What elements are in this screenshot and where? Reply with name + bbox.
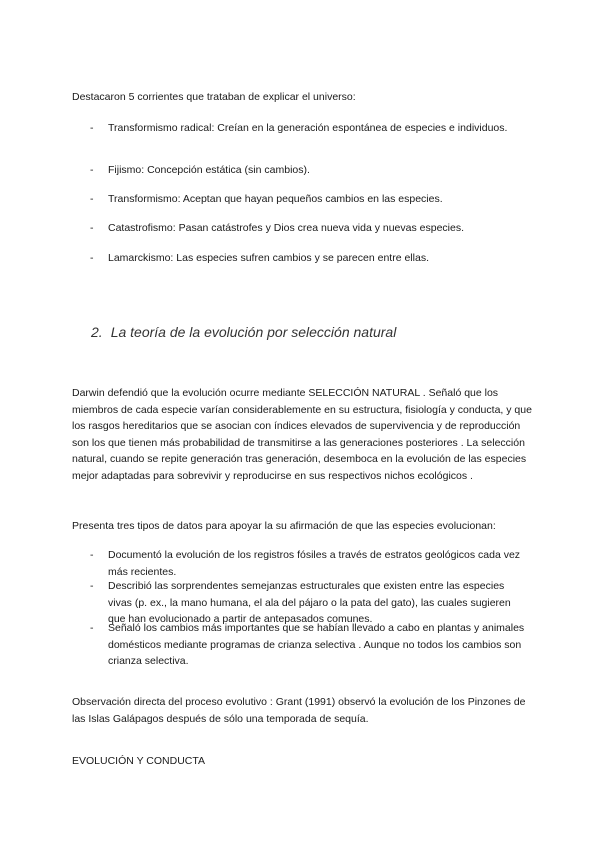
list-item-text: Documentó la evolución de los registros fósiles a través de estratos geológicos cada vez más recientes. — [108, 549, 521, 578]
list-item-text: Transformismo: Aceptan que hayan pequeños cambios en las especies. — [108, 193, 443, 205]
list-item-text: Lamarckismo: Las especies sufren cambios y se parecen entre ellas. — [108, 252, 429, 264]
section-number: 2. — [91, 324, 103, 340]
list-item-evidence-3 — [90, 620, 530, 670]
section-title: La teoría de la evolución por selección natural — [110, 324, 397, 340]
bullet-dash: - — [90, 252, 94, 264]
list-item-current-5 — [90, 250, 530, 267]
list-item-current-3 — [90, 191, 530, 208]
bullet-dash: - — [90, 549, 94, 561]
observation-paragraph: Observación directa del proceso evolutivo : Grant (1991) observó la evolución de los Pinzones de las Islas Galápagos después de sólo una temporada de sequía. — [72, 696, 526, 725]
bullet-dash: - — [90, 164, 94, 176]
list-item-text: Catastrofismo: Pasan catástrofes y Dios crea nueva vida y nuevas especies. — [108, 222, 465, 234]
bullet-dash: - — [90, 122, 94, 134]
section-heading — [91, 322, 396, 342]
list-item-evidence-1 — [90, 547, 530, 580]
list-item-text: Señaló los cambios más importantes que se habían llevado a cabo en plantas y animales domésticos mediante programas de crianza selectiva . Aunque no todos los cambios son crianza selectiva. — [108, 622, 525, 667]
list-item-text: Fijismo: Concepción estática (sin cambios). — [108, 164, 310, 176]
bullet-dash: - — [90, 580, 94, 592]
darwin-paragraph: Darwin defendió que la evolución ocurre mediante SELECCIÓN NATURAL . Señaló que los miembros de cada especie varían considerablemente en su estructura, fisiología y conducta, y que los rasgos hereditarios que se asocian con índices elevados de supervivencia y de reproducción son los que tienen más probabilidad de transmitirse a las generaciones posteriores . La selección natural, cuando se repite generación tras generación, desemboca en la evolución de las especies mejor adaptadas para sobrevivir y reproducirse en sus respectivos nichos ecológicos . — [72, 387, 532, 482]
bullet-dash: - — [90, 193, 94, 205]
list-item-text: Transformismo radical: Creían en la generación espontánea de especies e individuos. — [108, 122, 508, 134]
data-intro-paragraph: Presenta tres tipos de datos para apoyar la su afirmación de que las especies evolucionan: — [72, 520, 496, 532]
next-section-heading: EVOLUCIÓN Y CONDUCTA — [72, 755, 206, 767]
list-item-text: Describió las sorprendentes semejanzas estructurales que existen entre las especies vivas (p. ex., la mano humana, el ala del pájaro o la pata del gato), las cuales sugieren que han evolucionado a partir de antepasados comunes. — [108, 580, 511, 625]
list-item-current-2 — [90, 162, 530, 179]
bullet-dash: - — [90, 222, 94, 234]
bullet-dash: - — [90, 622, 94, 634]
intro-paragraph: Destacaron 5 corrientes que trataban de explicar el universo: — [72, 91, 356, 103]
list-item-current-4 — [90, 220, 530, 237]
list-item-current-1 — [90, 120, 530, 137]
